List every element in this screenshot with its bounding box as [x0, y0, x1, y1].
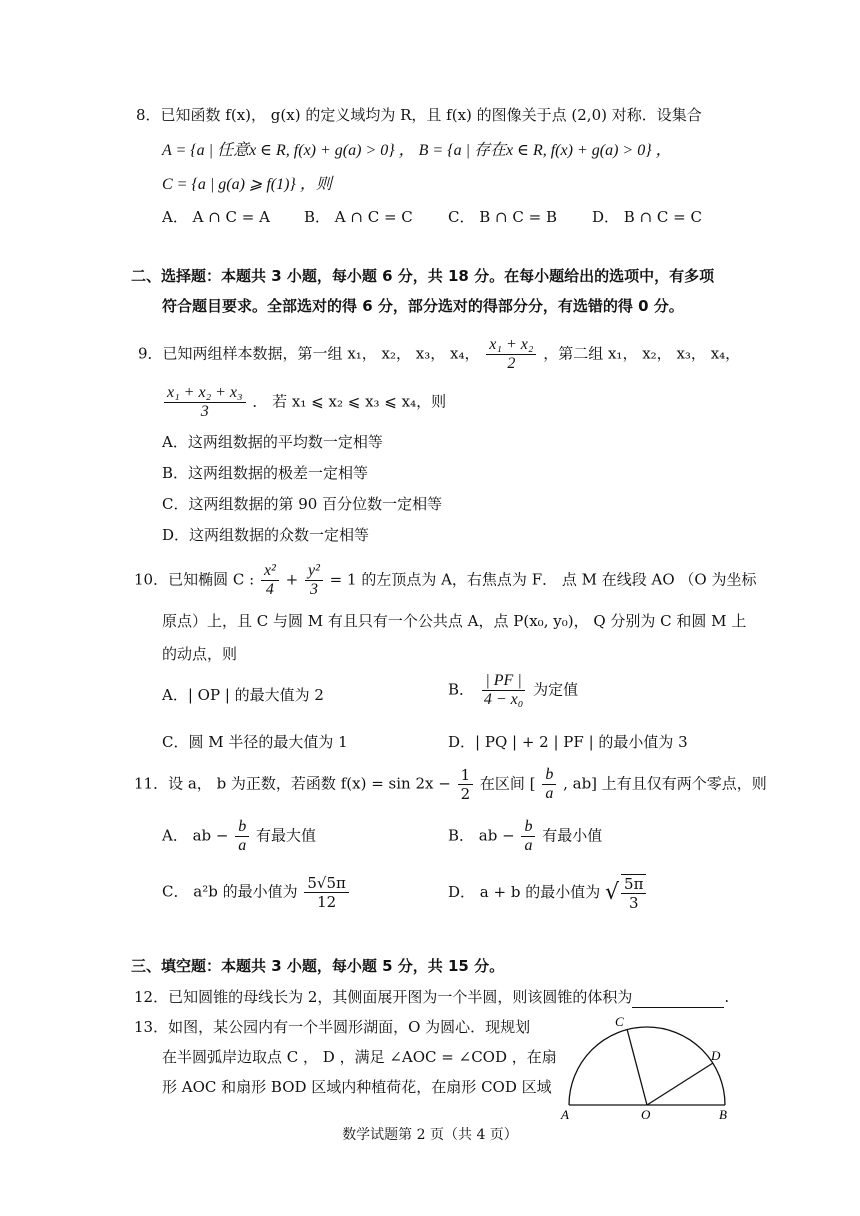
q13-semicircle-figure [555, 1012, 755, 1122]
q11-option-c-den: 12 [317, 893, 337, 911]
q11-option-a [162, 818, 316, 855]
q12-end: . [724, 988, 730, 1006]
radius-od [647, 1063, 713, 1105]
q11-option-c-num: 5√5π [304, 874, 349, 893]
q11-option-a-num: b [235, 818, 249, 837]
q8-set-c: C = {a | g(a) ⩾ f(1)} ，则 [162, 176, 332, 193]
q9-fraction-1 [486, 336, 536, 373]
q11-option-d [448, 874, 648, 912]
q12-answer-blank [632, 991, 724, 1008]
q10-option-b-fraction [481, 672, 526, 709]
semicircle-arc [569, 1027, 725, 1105]
q8-option-b: B． A ∩ C = C [304, 208, 413, 226]
q11-option-b-label: B． ab − [448, 826, 515, 845]
label-a: A [561, 1107, 569, 1122]
page-footer: 数学试题第 2 页（共 4 页） [342, 1127, 518, 1143]
q11-option-b-den: a [524, 837, 533, 854]
q9-option-d: D．这两组数据的众数一定相等 [162, 526, 370, 544]
section3-heading: 三、填空题：本题共 3 小题，每小题 5 分，共 15 分。 [131, 957, 505, 975]
q9-stem-c: ． 若 x₁ ⩽ x₂ ⩽ x₃ ⩽ x₄，则 [252, 392, 447, 411]
q11-stem-b: 在区间 [ [479, 774, 536, 793]
q11-option-d-den: 3 [628, 894, 639, 912]
q9-fraction-1-num: x₁ + x₂ [486, 336, 536, 355]
q8-stem: 8．已知函数 f(x)， g(x) 的定义域均为 R，且 f(x) 的图像关于点 (2,0) 对称．设集合 [136, 106, 702, 124]
q11-option-b-fraction [521, 818, 535, 855]
q10-option-d: D．| PQ | + 2 | PF | 的最小值为 3 [448, 733, 688, 751]
sqrt-icon: √ [605, 880, 620, 905]
q10-option-a: A．| OP | 的最大值为 2 [162, 686, 324, 704]
q11-option-a-fraction [235, 818, 249, 855]
q11-option-b-text: 有最小值 [542, 826, 603, 845]
section2-heading-cont: 符合题目要求。全部选对的得 6 分，部分选对的得部分分，有选错的得 0 分。 [162, 297, 684, 315]
q10-fraction-y-num: y² [305, 562, 323, 581]
q11-option-a-label: A． ab − [162, 826, 229, 845]
q9-stem-a: 9．已知两组样本数据，第一组 x₁， x₂， x₃， x₄， [138, 344, 480, 363]
label-b: B [719, 1107, 727, 1122]
q8-option-c: C． B ∩ C = B [448, 208, 557, 226]
q10-option-b [448, 672, 578, 709]
q10-fraction-y [305, 562, 323, 599]
q11-stem [134, 766, 767, 803]
q9-fraction-1-den: 2 [507, 355, 516, 372]
q13-line1: 13．如图，某公园内有一个半圆形湖面，O 为圆心．现规划 [134, 1018, 531, 1036]
q10-option-b-num: | PF | [482, 672, 524, 691]
q11-option-c-label: C． a²b 的最小值为 [162, 882, 298, 901]
label-o: O [641, 1107, 651, 1122]
q10-stem [134, 562, 757, 599]
label-d: D [711, 1048, 721, 1063]
q13-line3: 形 AOC 和扇形 BOD 区域内种植荷花，在扇形 COD 区域 [162, 1078, 552, 1096]
q10-stem-line2: 原点）上，且 C 与圆 M 有且只有一个公共点 A，点 P(x₀, y₀)， Q 分别为 C 和圆 M 上 [162, 612, 747, 630]
q11-half [458, 766, 474, 803]
q10-option-c: C．圆 M 半径的最大值为 1 [162, 733, 348, 751]
q9-stem [138, 336, 740, 373]
q13-line2: 在半圆弧岸边取点 C ， D ，满足 ∠AOC = ∠COD ，在扇 [162, 1048, 557, 1066]
q11-option-c-fraction [304, 874, 349, 911]
q9-option-a: A．这两组数据的平均数一定相等 [162, 433, 383, 451]
q11-option-d-fraction [621, 874, 646, 912]
q10-stem-b: = 1 的左顶点为 A，右焦点为 F． 点 M 在线段 AO （O 为坐标 [329, 570, 757, 589]
q11-b-over-a-num: b [542, 766, 556, 785]
q9-fraction-2 [164, 384, 246, 421]
q10-plus: + [285, 570, 299, 589]
q11-option-b-num: b [521, 818, 535, 837]
q11-option-b [448, 818, 602, 855]
label-c: C [615, 1014, 624, 1029]
q11-option-c [162, 874, 351, 911]
q11-option-d-num: 5π [621, 875, 646, 894]
q9-option-c: C．这两组数据的第 90 百分位数一定相等 [162, 495, 443, 513]
q10-fraction-x-den: 4 [265, 581, 274, 598]
q10-option-b-text: 为定值 [533, 680, 579, 699]
q9-stem-line2 [162, 384, 446, 421]
q10-fraction-x-num: x² [261, 562, 279, 581]
q11-stem-c: , ab] 上有且仅有两个零点，则 [563, 774, 767, 793]
q8-option-a: A． A ∩ C = A [162, 208, 270, 226]
q8-set-ab: A = {a | 任意x ∈ R, f(x) + g(a) > 0} ， B = {a | 存在x ∈ R, f(x) + g(a) > 0} ， [162, 142, 672, 159]
q9-stem-b: ，第二组 x₁， x₂， x₃， x₄， [543, 344, 741, 363]
q10-option-b-den: 4 − x₀ [483, 691, 524, 708]
q10-fraction-y-den: 3 [309, 581, 318, 598]
q10-stem-a: 10．已知椭圆 C : [134, 570, 255, 589]
q9-fraction-2-num: x₁ + x₂ + x₃ [164, 384, 246, 403]
section2-heading: 二、选择题：本题共 3 小题，每小题 6 分，共 18 分。在每小题给出的选项中，有多项 [131, 267, 715, 285]
q10-fraction-x [261, 562, 279, 599]
q11-option-a-den: a [238, 837, 247, 854]
q12-stem [134, 986, 729, 1008]
q11-stem-a: 11．设 a， b 为正数，若函数 f(x) = sin 2x − [134, 774, 451, 793]
q10-stem-line3: 的动点，则 [162, 645, 238, 663]
q10-option-b-label: B． [448, 680, 475, 699]
q9-fraction-2-den: 3 [200, 403, 209, 420]
q12-text: 12．已知圆锥的母线长为 2，其侧面展开图为一个半圆，则该圆锥的体积为 [134, 988, 633, 1006]
q11-option-a-text: 有最大值 [256, 826, 317, 845]
q11-half-den: 2 [460, 785, 471, 803]
q9-option-b: B．这两组数据的极差一定相等 [162, 464, 369, 482]
q11-b-over-a-den: a [545, 785, 554, 802]
q11-b-over-a [542, 766, 556, 803]
q11-half-num: 1 [458, 766, 474, 785]
q11-option-d-label: D． a + b 的最小值为 [448, 883, 601, 901]
q8-option-d: D． B ∩ C = C [592, 208, 702, 226]
radius-oc [627, 1029, 647, 1105]
